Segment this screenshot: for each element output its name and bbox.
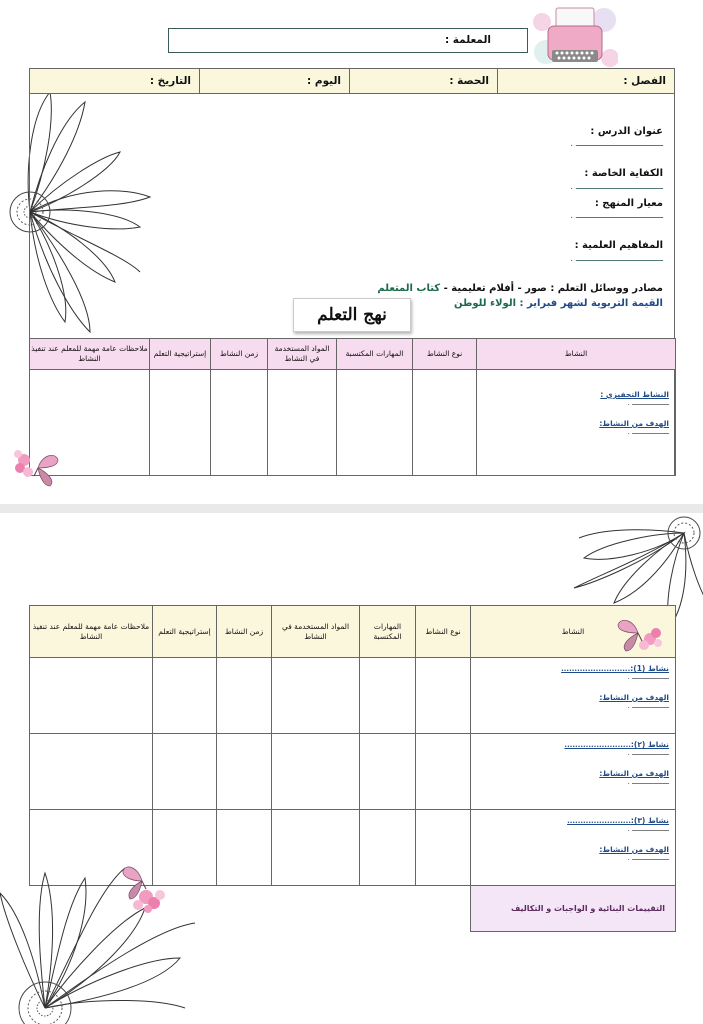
table-cell[interactable]: [217, 734, 272, 810]
activity-3-goal-label: الهدف من النشاط:: [599, 845, 669, 854]
activity-2-goal-blank[interactable]: ــــــــــــــــــ .: [627, 778, 669, 786]
typewriter-icon: [530, 2, 618, 74]
table-cell[interactable]: [272, 810, 360, 886]
lesson-header-row: [29, 68, 675, 94]
evaluation-cell[interactable]: [471, 886, 676, 932]
col-duration: زمن النشاط: [211, 339, 268, 370]
lesson-plan-page-2: [0, 513, 703, 1024]
col-skills: المهارات المكتسبة: [337, 339, 413, 370]
approach-title: نهج التعلم: [293, 298, 411, 332]
col-notes: ملاحظات عامة مهمة للمعلم عند تنفيذ النشاط: [30, 339, 150, 370]
table-cell[interactable]: [272, 658, 360, 734]
lesson-plan-page-1: [0, 0, 703, 504]
col-activity: النشاط: [477, 339, 676, 370]
concepts-label: المفاهيم العلمية :: [574, 240, 663, 251]
standard-label: معيار المنهج :: [594, 198, 663, 209]
col-duration: زمن النشاط: [217, 606, 272, 658]
table-cell[interactable]: [413, 370, 477, 476]
activity-1-cell[interactable]: [471, 658, 676, 734]
table-cell[interactable]: [30, 734, 153, 810]
activity-1-label: نشاط (1):..........................: [561, 664, 669, 673]
teacher-field[interactable]: [168, 28, 528, 53]
table-cell[interactable]: [337, 370, 413, 476]
col-notes: ملاحظات عامة مهمة للمعلم عند تنفيذ النشاط: [30, 606, 153, 658]
table-cell[interactable]: [416, 734, 471, 810]
day-field[interactable]: اليوم :: [199, 69, 349, 93]
lesson-title-input[interactable]: ـــــــــــــــــــــــــــــــــ .: [570, 139, 663, 149]
lesson-title-label: عنوان الدرس :: [590, 126, 663, 137]
col-strategy: إستراتيجية التعلم: [150, 339, 211, 370]
value-line: القيمة التربوية لشهر فبراير : الولاء للوطن: [453, 298, 663, 309]
butterfly-icon: [118, 859, 178, 915]
activity-3-label: نشاط (٣):........................: [567, 816, 669, 825]
table-cell[interactable]: [30, 658, 153, 734]
warmup-goal-label: الهدف من النشاط:: [599, 419, 669, 428]
teacher-label: المعلمة :: [444, 34, 491, 46]
activity-2-label: نشاط (٢):.........................: [564, 740, 669, 749]
table-cell[interactable]: [360, 810, 416, 886]
activity-1-blank[interactable]: ــــــــــــــــــ .: [627, 673, 669, 681]
date-field[interactable]: التاريخ :: [149, 75, 191, 87]
table-cell[interactable]: [272, 734, 360, 810]
concepts-input[interactable]: ـــــــــــــــــــــــــــــــــ .: [570, 254, 663, 264]
col-activity: النشاط: [471, 606, 676, 658]
warmup-blank[interactable]: ــــــــــــــــــ .: [627, 399, 669, 407]
table-cell[interactable]: [211, 370, 268, 476]
warmup-label: النشاط التحفيزي :: [600, 390, 669, 399]
col-materials: المواد المستخدمة في النشاط: [272, 606, 360, 658]
class-field[interactable]: الفصل :: [497, 69, 674, 93]
activity-3-goal-blank[interactable]: ــــــــــــــــــ .: [627, 854, 669, 862]
activity-3-blank[interactable]: ــــــــــــــــــ .: [627, 825, 669, 833]
table-cell[interactable]: [153, 658, 217, 734]
table-cell[interactable]: [217, 658, 272, 734]
table-cell[interactable]: [360, 734, 416, 810]
table-cell[interactable]: [217, 810, 272, 886]
col-activity-type: نوع النشاط: [416, 606, 471, 658]
competency-input[interactable]: ـــــــــــــــــــــــــــــــــ .: [570, 182, 663, 192]
col-strategy: إستراتيجية التعلم: [153, 606, 217, 658]
activity-1-goal-blank[interactable]: ــــــــــــــــــ .: [627, 702, 669, 710]
activity-2-cell[interactable]: [471, 734, 676, 810]
col-skills: المهارات المكتسبة: [360, 606, 416, 658]
competency-label: الكفاية الخاصة :: [584, 168, 663, 179]
resources-line: مصادر ووسائل التعلم : صور - أفلام تعليمية - كتاب المتعلم: [377, 283, 663, 294]
butterfly-icon: [12, 442, 64, 490]
activity-1-goal-label: الهدف من النشاط:: [599, 693, 669, 702]
warmup-activity-cell[interactable]: [477, 370, 676, 476]
activity-table-1: [29, 338, 676, 476]
standard-input[interactable]: ـــــــــــــــــــــــــــــــــ .: [570, 211, 663, 221]
table-cell[interactable]: [153, 734, 217, 810]
table-cell[interactable]: [150, 370, 211, 476]
table-cell[interactable]: [416, 810, 471, 886]
activity-3-cell[interactable]: [471, 810, 676, 886]
col-activity-type: نوع النشاط: [413, 339, 477, 370]
period-field[interactable]: الحصة :: [349, 69, 497, 93]
activity-2-blank[interactable]: ــــــــــــــــــ .: [627, 749, 669, 757]
col-materials: المواد المستخدمة في النشاط: [268, 339, 337, 370]
evaluation-label: التقييمات البنائية و الواجبات و التكاليف: [510, 904, 665, 913]
warmup-goal-blank[interactable]: ــــــــــــــــــ .: [627, 428, 669, 436]
butterfly-icon: [612, 609, 664, 655]
table-cell[interactable]: [360, 658, 416, 734]
table-cell[interactable]: [416, 658, 471, 734]
table-cell[interactable]: [268, 370, 337, 476]
activity-2-goal-label: الهدف من النشاط:: [599, 769, 669, 778]
